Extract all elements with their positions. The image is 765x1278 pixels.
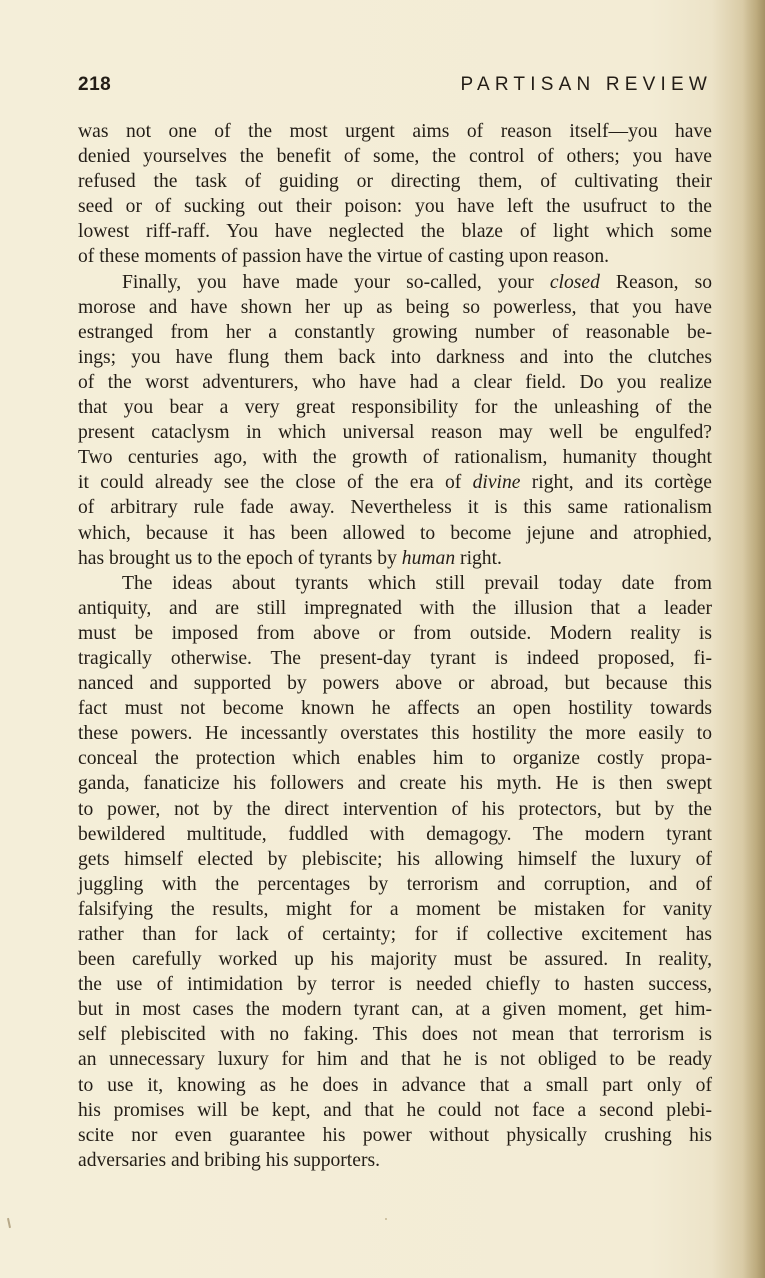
text-run: The ideas about tyrants which still prevail today date from xyxy=(122,572,712,594)
text-line xyxy=(78,320,712,345)
text-line xyxy=(78,521,712,546)
text-line xyxy=(78,997,712,1022)
text-line xyxy=(78,1123,712,1148)
text-run: the use of intimidation by terror is needed chiefly to hasten success, xyxy=(78,974,712,996)
text-run: Two centuries ago, with the growth of rationalism, humanity thought xyxy=(78,447,712,469)
paragraph xyxy=(78,571,712,1173)
text-run: seed or of sucking out their poison: you have left the usufruct to the xyxy=(78,196,712,218)
text-line xyxy=(78,671,712,696)
text-run: tragically otherwise. The present-day tyrant is indeed proposed, fi- xyxy=(78,647,712,669)
text-run: to use it, knowing as he does in advance that a small part only of xyxy=(78,1074,712,1096)
text-run: been carefully worked up his majority must be assured. In reality, xyxy=(78,949,712,971)
text-run: denied yourselves the benefit of some, the control of others; you have xyxy=(78,146,712,168)
text-run: fact must not become known he affects an open hostility towards xyxy=(78,698,712,720)
text-line xyxy=(78,345,712,370)
text-line xyxy=(78,119,712,144)
text-line xyxy=(78,897,712,922)
text-run: antiquity, and are still impregnated with the illusion that a leader xyxy=(78,597,712,619)
text-line xyxy=(78,445,712,470)
margin-mark xyxy=(7,1218,11,1228)
paragraph xyxy=(78,119,712,270)
text-line xyxy=(78,1047,712,1072)
text-line xyxy=(78,621,712,646)
text-line xyxy=(78,546,712,571)
text-line xyxy=(78,470,712,495)
text-run: right, and its cortège xyxy=(520,472,712,494)
text-line xyxy=(78,420,712,445)
text-line xyxy=(78,872,712,897)
text-line xyxy=(78,1022,712,1047)
text-run: scite nor even guarantee his power without physically crushing his xyxy=(78,1124,712,1146)
text-run: has brought us to the epoch of tyrants by xyxy=(78,547,402,569)
text-run: lowest riff-raff. You have neglected the blaze of light which some xyxy=(78,221,712,243)
text-line xyxy=(78,270,712,295)
text-run: ings; you have flung them back into darkness and into the clutches xyxy=(78,346,712,368)
paragraph xyxy=(78,270,712,571)
text-run: falsifying the results, might for a moment be mistaken for vanity xyxy=(78,898,712,920)
text-run: it could already see the close of the era of xyxy=(78,472,473,494)
text-run: rather than for lack of certainty; for if collective excitement has xyxy=(78,924,712,945)
text-run: which, because it has been allowed to become jejune and atrophied, xyxy=(78,522,712,544)
text-run: morose and have shown her up as being so powerless, that you have xyxy=(78,296,712,318)
text-run: Finally, you have made your so-called, your xyxy=(122,271,550,293)
running-header xyxy=(78,74,712,102)
text-run: of these moments of passion have the virtue of casting upon reason. xyxy=(78,246,610,268)
text-run: to power, not by the direct intervention of his protectors, but by the xyxy=(78,798,712,820)
text-line xyxy=(78,797,712,822)
text-run: must be imposed from above or from outside. Modern reality is xyxy=(78,622,712,644)
text-run: his promises will be kept, and that he could not face a second plebi- xyxy=(78,1099,712,1121)
text-run: adversaries and bribing his supporters. xyxy=(78,1149,381,1171)
text-run: of the worst adventurers, who have had a clear field. Do you realize xyxy=(78,371,712,393)
text-run: conceal the protection which enables him to organize costly propa- xyxy=(78,748,712,770)
text-line xyxy=(78,144,712,169)
text-run: an unnecessary luxury for him and that he is not obliged to be ready xyxy=(78,1049,712,1071)
text-run: self plebiscited with no faking. This does not mean that terrorism is xyxy=(78,1024,712,1046)
text-line xyxy=(78,1098,712,1123)
italic-word: human xyxy=(401,547,456,569)
text-line xyxy=(78,219,712,244)
body-text xyxy=(78,119,712,1173)
text-line xyxy=(78,169,712,194)
text-line xyxy=(78,646,712,671)
text-run: gets himself elected by plebiscite; his allowing himself the luxury of xyxy=(78,848,712,870)
text-line xyxy=(78,771,712,796)
text-line xyxy=(78,244,712,269)
text-run: these powers. He incessantly overstates this hostility the more easily to xyxy=(78,723,712,745)
text-line xyxy=(78,746,712,771)
text-run: but in most cases the modern tyrant can, at a given moment, get him- xyxy=(78,999,712,1021)
text-run: Reason, so xyxy=(599,271,712,293)
text-line xyxy=(78,922,712,947)
text-run: nanced and supported by powers above or abroad, but because this xyxy=(78,673,712,695)
text-line xyxy=(78,721,712,746)
text-run: refused the task of guiding or directing them, of cultivating their xyxy=(78,171,712,193)
text-run: that you bear a very great responsibility for the unleashing of the xyxy=(78,397,712,419)
page-number: 218 xyxy=(78,74,112,95)
text-line xyxy=(78,395,712,420)
text-line xyxy=(78,495,712,520)
text-line xyxy=(78,370,712,395)
text-line xyxy=(78,1148,712,1173)
text-run: ganda, fanaticize his followers and create his myth. He is then swept xyxy=(78,773,712,795)
text-run: of arbitrary rule fade away. Nevertheless it is this same rationalism xyxy=(78,497,712,519)
text-line xyxy=(78,1073,712,1098)
text-run: right. xyxy=(455,547,502,569)
text-run: bewildered multitude, fuddled with demagogy. The modern tyrant xyxy=(78,823,712,845)
italic-word: divine xyxy=(472,472,521,494)
italic-word: closed xyxy=(549,271,600,293)
text-line xyxy=(78,822,712,847)
text-line xyxy=(78,947,712,972)
text-line xyxy=(78,972,712,997)
text-run: juggling with the percentages by terrorism and corruption, and of xyxy=(78,873,712,895)
page-edge-shadow xyxy=(743,0,765,1278)
text-run: present cataclysm in which universal reason may well be engulfed? xyxy=(78,422,712,444)
text-line xyxy=(78,571,712,596)
text-run: was not one of the most urgent aims of reason itself—you have xyxy=(78,121,712,142)
text-line xyxy=(78,295,712,320)
paper-speck xyxy=(385,1218,387,1220)
text-line xyxy=(78,696,712,721)
text-line xyxy=(78,194,712,219)
text-line xyxy=(78,847,712,872)
journal-title: PARTISAN REVIEW xyxy=(460,74,712,95)
text-line xyxy=(78,596,712,621)
text-run: estranged from her a constantly growing number of reasonable be- xyxy=(78,321,712,343)
